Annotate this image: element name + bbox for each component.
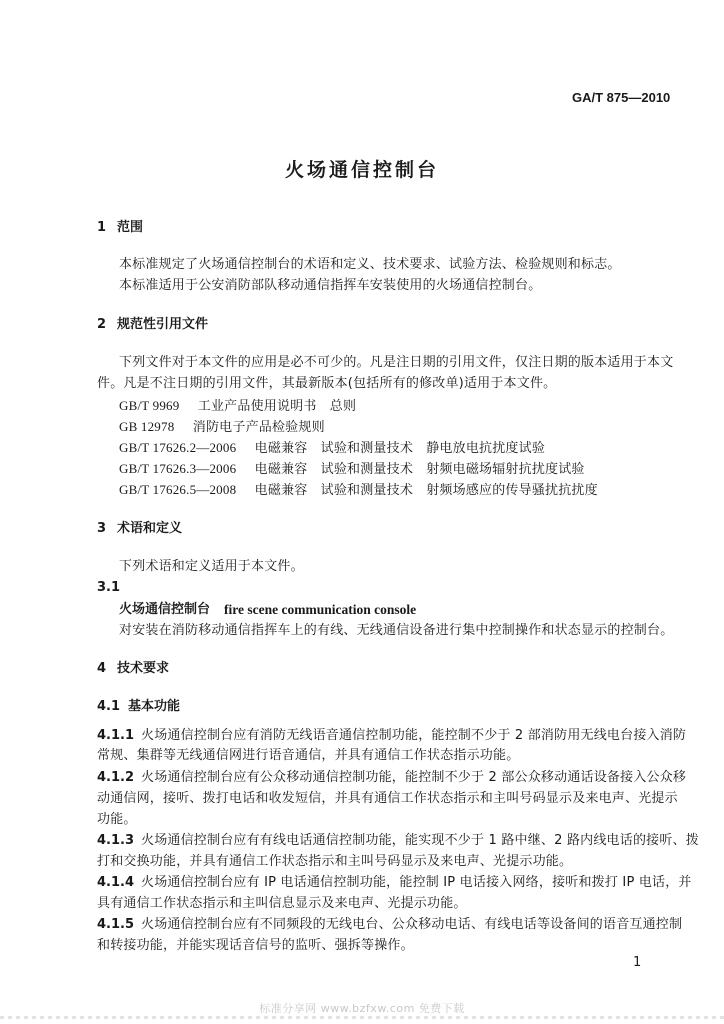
clause-text: 火场通信控制台应有 IP 电话通信控制功能，能控制 IP 电话接入网络，接听和拨打 IP 电话，并: [141, 875, 692, 890]
clause-text: 火场通信控制台应有公众移动通信控制功能，能控制不少于 2 部公众移动通话设备接入公众移: [141, 770, 687, 785]
document-title: 火场通信控制台: [284, 159, 439, 181]
term-english: fire scene communication console: [224, 602, 417, 617]
section-2-paragraph: 件。凡是不注日期的引用文件，其最新版本(包括所有的修改单)适用于本文件。: [97, 376, 557, 391]
term-chinese: 火场通信控制台: [119, 602, 211, 617]
reference-code: GB 12978: [119, 419, 175, 434]
clause-text: 火场通信控制台应有有线电话通信控制功能，能实现不少于 1 路中继、2 路内线电话的接听、拨: [141, 833, 699, 848]
reference-title: 工业产品使用说明书 总则: [197, 399, 357, 414]
reference-title: 消防电子产品检验规则: [192, 420, 325, 435]
section-4-number: 4: [97, 661, 107, 676]
clause-text: 火场通信控制台应有不同频段的无线电台、公众移动电话、有线电话等设备间的语音互通控制: [141, 917, 683, 932]
clause-text: 火场通信控制台应有消防无线语音通信控制功能，能控制不少于 2 部消防用无线电台接入消防: [141, 728, 687, 743]
clause-text: 打和交换功能，并具有通信工作状态指示和主叫号码显示及来电声、光提示功能。: [97, 854, 573, 869]
section-2-number: 2: [97, 317, 107, 332]
reference-item: [119, 459, 585, 479]
clause-number: 4.1.1: [97, 728, 135, 743]
reference-code: GB/T 9969: [119, 398, 180, 413]
clause-text: 动通信网，接听、拨打电话和收发短信，并具有通信工作状态指示和主叫号码显示及来电声、光提示: [97, 791, 678, 806]
term-number: 3.1: [97, 580, 121, 595]
reference-code: GB/T 17626.2—2006: [119, 440, 237, 455]
section-1-paragraph: 本标准适用于公安消防部队移动通信指挥车安装使用的火场通信控制台。: [119, 278, 542, 293]
reference-code: GB/T 17626.5—2008: [119, 482, 237, 497]
term-definition: 对安装在消防移动通信指挥车上的有线、无线通信设备进行集中控制操作和状态显示的控制台。: [119, 623, 674, 638]
reference-title: 电磁兼容 试验和测量技术 射频场感应的传导骚扰抗扰度: [254, 483, 598, 498]
reference-item: [119, 417, 325, 437]
section-3-title: 术语和定义: [117, 521, 183, 536]
clause-text: 功能。: [97, 812, 137, 827]
page-number: 1: [633, 955, 642, 970]
reference-title: 电磁兼容 试验和测量技术 静电放电抗扰度试验: [254, 441, 546, 456]
section-3-paragraph: 下列术语和定义适用于本文件。: [119, 559, 304, 574]
reference-item: [119, 396, 356, 416]
subsection-title: 基本功能: [128, 699, 181, 714]
standard-code: GA/T 875—2010: [572, 90, 671, 105]
clause-number: 4.1.5: [97, 917, 135, 932]
reference-title: 电磁兼容 试验和测量技术 射频电磁场辐射抗扰度试验: [254, 462, 585, 477]
clause-text: 常规、集群等无线通信网进行语音通信，并具有通信工作状态指示功能。: [97, 748, 520, 763]
section-1-number: 1: [97, 220, 107, 235]
section-2-paragraph: 下列文件对于本文件的应用是必不可少的。凡是注日期的引用文件，仅注日期的版本适用于本文: [119, 355, 674, 370]
scan-edge: [0, 1016, 724, 1019]
reference-item: [119, 480, 598, 500]
clause-number: 4.1.3: [97, 833, 135, 848]
section-4-title: 技术要求: [117, 661, 170, 676]
clause-text: 具有通信工作状态指示和主叫信息显示及来电声、光提示功能。: [97, 896, 467, 911]
reference-item: [119, 438, 545, 458]
clause-text: 和转接功能，并能实现话音信号的监听、强拆等操作。: [97, 938, 414, 953]
reference-code: GB/T 17626.3—2006: [119, 461, 237, 476]
section-1-paragraph: 本标准规定了火场通信控制台的术语和定义、技术要求、试验方法、检验规则和标志。: [119, 257, 621, 272]
section-3-number: 3: [97, 521, 107, 536]
footer-watermark: 标准分享网 www.bzfxw.com 免费下载: [259, 1002, 465, 1015]
section-2-title: 规范性引用文件: [117, 317, 209, 332]
section-1-title: 范围: [117, 220, 144, 235]
subsection-number: 4.1: [97, 699, 121, 714]
clause-number: 4.1.4: [97, 875, 135, 890]
clause-number: 4.1.2: [97, 770, 135, 785]
